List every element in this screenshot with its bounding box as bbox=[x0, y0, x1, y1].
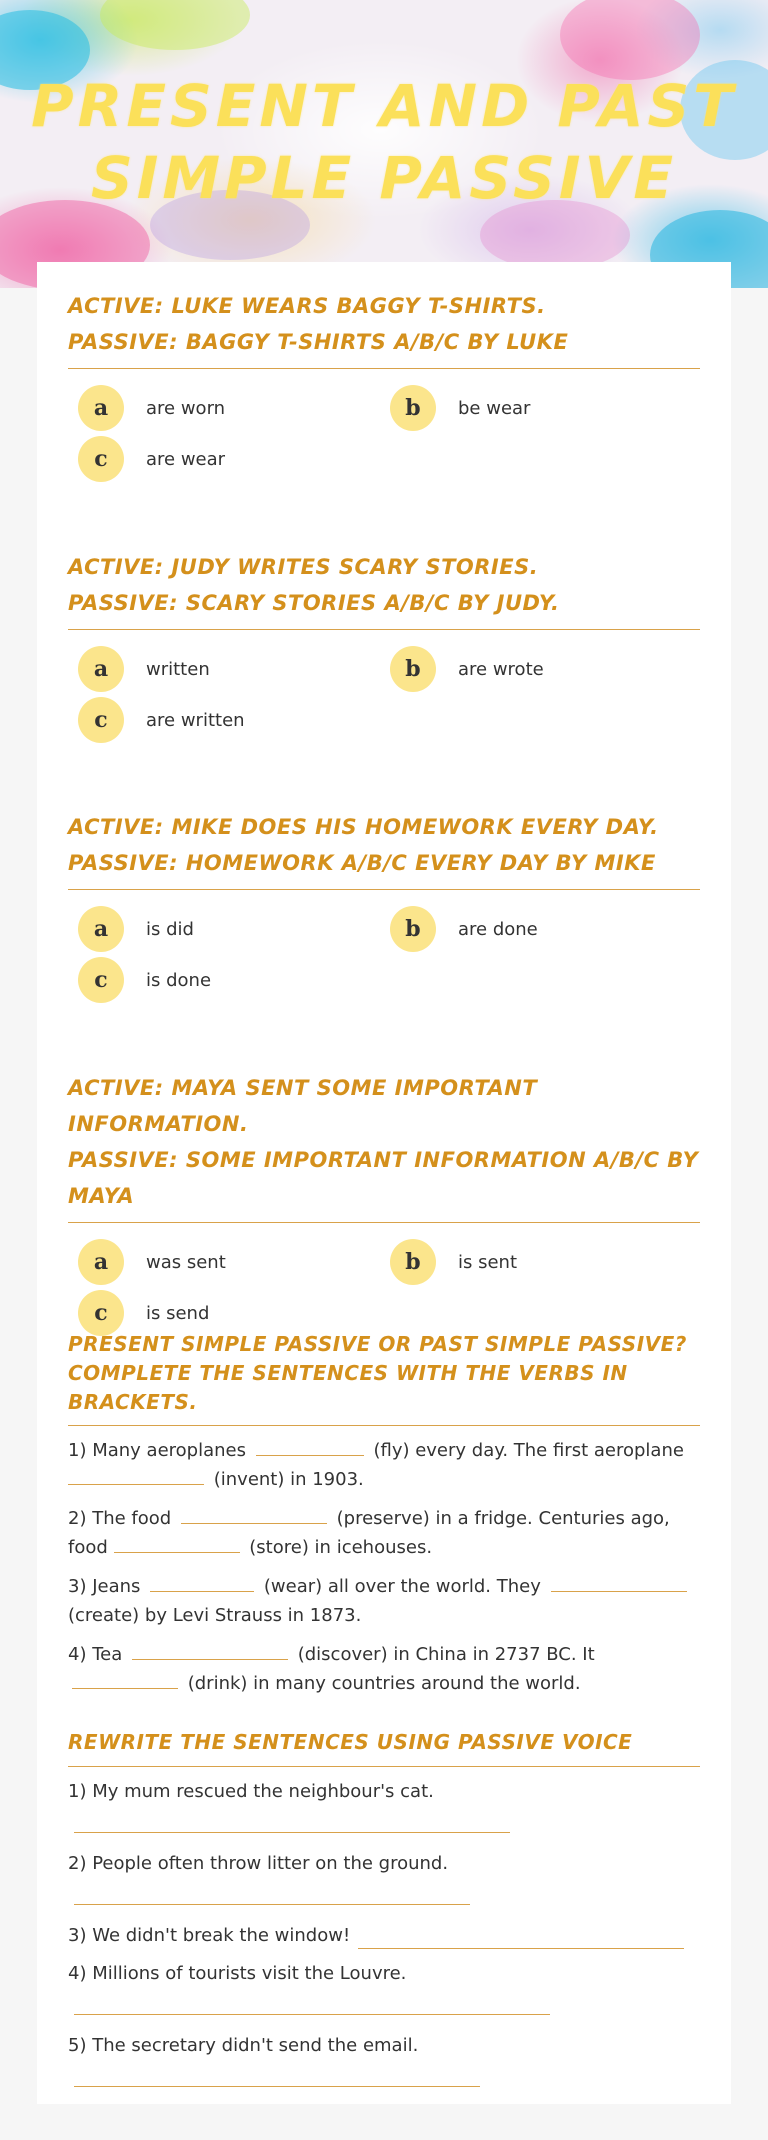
option-label: are done bbox=[458, 918, 538, 940]
fill-sentence-3 bbox=[68, 1572, 700, 1630]
option-letter-badge: a bbox=[78, 1239, 124, 1285]
option-letter-badge: b bbox=[390, 646, 436, 692]
sentence-text: (store) in icehouses. bbox=[249, 1537, 433, 1558]
rewrite-item-3 bbox=[68, 1923, 700, 1949]
answer-blank[interactable] bbox=[256, 1436, 364, 1456]
option-letter-badge: a bbox=[78, 906, 124, 952]
answer-options bbox=[68, 1223, 700, 1343]
watercolor-blob bbox=[560, 0, 700, 80]
question-title bbox=[68, 288, 700, 369]
page-title bbox=[0, 70, 768, 214]
question-1 bbox=[68, 288, 700, 489]
sentence-text: 3) Jeans bbox=[68, 1576, 141, 1597]
sentence-text: (drink) in many countries around the world. bbox=[187, 1673, 581, 1694]
option-b[interactable] bbox=[390, 385, 530, 431]
option-a[interactable] bbox=[78, 646, 210, 692]
answer-blank[interactable] bbox=[68, 1465, 204, 1485]
answer-blank[interactable] bbox=[72, 1669, 178, 1689]
option-label: is did bbox=[146, 918, 194, 940]
answer-blank[interactable] bbox=[181, 1504, 327, 1524]
fill-in-title bbox=[68, 1330, 700, 1426]
option-label: are worn bbox=[146, 397, 226, 419]
option-b[interactable] bbox=[390, 1239, 517, 1285]
option-label: was sent bbox=[146, 1251, 226, 1273]
sentence-text: 2) The food bbox=[68, 1508, 172, 1529]
question-title bbox=[68, 1070, 700, 1223]
option-a[interactable] bbox=[78, 385, 225, 431]
fill-in-section bbox=[68, 1330, 700, 1708]
option-label: are wrote bbox=[458, 658, 544, 680]
fill-in-sentences bbox=[68, 1436, 700, 1698]
option-label: is send bbox=[146, 1302, 210, 1324]
fill-sentence-1 bbox=[68, 1436, 700, 1494]
answer-line[interactable] bbox=[74, 1813, 510, 1833]
page-title-line2: SIMPLE PASSIVE bbox=[91, 144, 677, 212]
header-banner bbox=[0, 0, 768, 288]
question-3 bbox=[68, 809, 700, 1010]
answer-line[interactable] bbox=[358, 1929, 684, 1949]
rewrite-sentence: 2) People often throw litter on the ground. bbox=[68, 1853, 449, 1874]
option-letter-badge: b bbox=[390, 1239, 436, 1285]
question-active-line: ACTIVE: JUDY WRITES SCARY STORIES. bbox=[68, 555, 539, 579]
option-c[interactable] bbox=[78, 957, 211, 1003]
question-4 bbox=[68, 1070, 700, 1343]
option-c[interactable] bbox=[78, 436, 225, 482]
question-active-line: ACTIVE: MAYA SENT SOME IMPORTANT INFORMATION. bbox=[68, 1076, 538, 1136]
sentence-text: (create) by Levi Strauss in 1873. bbox=[68, 1605, 362, 1626]
rewrite-sentence: 1) My mum rescued the neighbour's cat. bbox=[68, 1781, 434, 1802]
option-label: is sent bbox=[458, 1251, 518, 1273]
rewrite-section bbox=[68, 1726, 700, 2087]
option-a[interactable] bbox=[78, 1239, 226, 1285]
option-c[interactable] bbox=[78, 697, 245, 743]
rewrite-item-5 bbox=[68, 2033, 700, 2087]
fill-in-title-line1: PRESENT SIMPLE PASSIVE OR PAST SIMPLE PASSIVE? bbox=[68, 1332, 687, 1356]
sentence-text: 1) Many aeroplanes bbox=[68, 1440, 246, 1461]
answer-line[interactable] bbox=[74, 1995, 550, 2015]
sentence-text: (discover) in China in 2737 BC. It bbox=[297, 1644, 595, 1665]
question-passive-line: PASSIVE: SCARY STORIES A/B/C BY JUDY. bbox=[68, 591, 560, 615]
option-letter-badge: a bbox=[78, 385, 124, 431]
answer-options bbox=[68, 369, 700, 489]
watercolor-blob bbox=[100, 0, 250, 50]
option-letter-badge: c bbox=[78, 1290, 124, 1336]
page-title-line1: PRESENT AND PAST bbox=[31, 72, 737, 140]
rewrite-sentence: 3) We didn't break the window! bbox=[68, 1925, 351, 1946]
option-b[interactable] bbox=[390, 906, 538, 952]
rewrite-items bbox=[68, 1779, 700, 2087]
option-label: is done bbox=[146, 969, 212, 991]
option-label: are written bbox=[146, 709, 245, 731]
question-active-line: ACTIVE: LUKE WEARS BAGGY T-SHIRTS. bbox=[68, 294, 546, 318]
question-2 bbox=[68, 549, 700, 750]
rewrite-sentence: 4) Millions of tourists visit the Louvre. bbox=[68, 1963, 407, 1984]
answer-line[interactable] bbox=[74, 1885, 470, 1905]
answer-options bbox=[68, 890, 700, 1010]
rewrite-item-2 bbox=[68, 1851, 700, 1905]
question-passive-line: PASSIVE: BAGGY T-SHIRTS A/B/C BY LUKE bbox=[68, 330, 569, 354]
sentence-text: (wear) all over the world. They bbox=[263, 1576, 541, 1597]
option-b[interactable] bbox=[390, 646, 544, 692]
option-a[interactable] bbox=[78, 906, 194, 952]
option-letter-badge: b bbox=[390, 906, 436, 952]
rewrite-item-4 bbox=[68, 1961, 700, 2015]
answer-blank[interactable] bbox=[114, 1533, 240, 1553]
option-letter-badge: c bbox=[78, 697, 124, 743]
rewrite-title: REWRITE THE SENTENCES USING PASSIVE VOICE bbox=[68, 1726, 700, 1767]
question-title bbox=[68, 809, 700, 890]
option-label: be wear bbox=[458, 397, 531, 419]
option-letter-badge: b bbox=[390, 385, 436, 431]
answer-options bbox=[68, 630, 700, 750]
fill-sentence-2 bbox=[68, 1504, 700, 1562]
fill-in-title-line2: COMPLETE THE SENTENCES WITH THE VERBS IN BRACKETS. bbox=[68, 1361, 628, 1414]
question-active-line: ACTIVE: MIKE DOES HIS HOMEWORK EVERY DAY. bbox=[68, 815, 659, 839]
rewrite-item-1 bbox=[68, 1779, 700, 1833]
rewrite-sentence: 5) The secretary didn't send the email. bbox=[68, 2035, 419, 2056]
answer-line[interactable] bbox=[74, 2067, 480, 2087]
answer-blank[interactable] bbox=[551, 1572, 687, 1592]
question-passive-line: PASSIVE: HOMEWORK A/B/C EVERY DAY BY MIKE bbox=[68, 851, 656, 875]
question-passive-line: PASSIVE: SOME IMPORTANT INFORMATION A/B/C BY MAYA bbox=[68, 1148, 699, 1208]
sentence-text: (invent) in 1903. bbox=[213, 1469, 364, 1490]
option-letter-badge: a bbox=[78, 646, 124, 692]
fill-sentence-4 bbox=[68, 1640, 700, 1698]
sentence-text: 4) Tea bbox=[68, 1644, 123, 1665]
option-label: written bbox=[146, 658, 210, 680]
option-label: are wear bbox=[146, 448, 226, 470]
sentence-text: (fly) every day. The first aeroplane bbox=[373, 1440, 684, 1461]
option-letter-badge: c bbox=[78, 436, 124, 482]
option-letter-badge: c bbox=[78, 957, 124, 1003]
answer-blank[interactable] bbox=[132, 1640, 288, 1660]
question-title bbox=[68, 549, 700, 630]
answer-blank[interactable] bbox=[150, 1572, 254, 1592]
sentence-text: (preserve) in a fridge. Centuries ago, food bbox=[68, 1508, 670, 1558]
